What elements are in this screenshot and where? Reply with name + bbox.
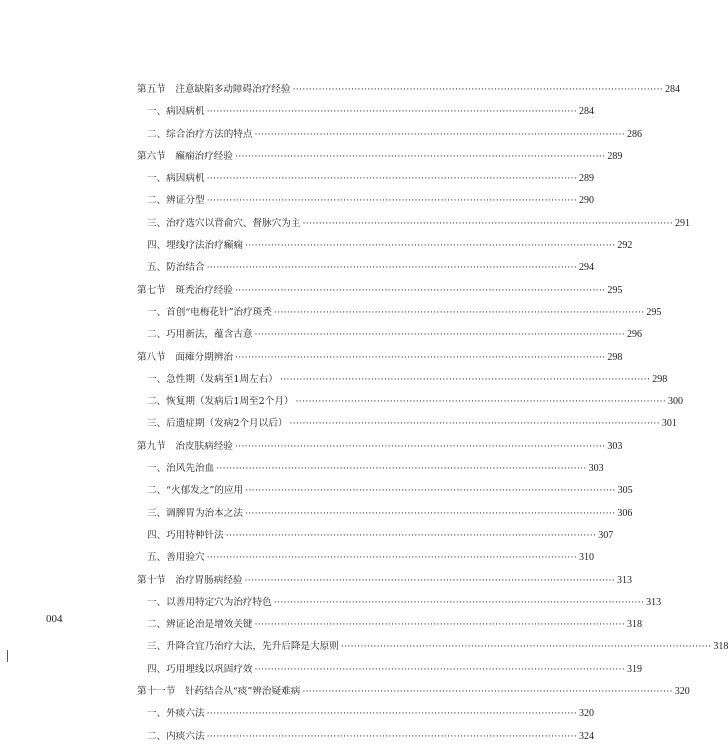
- toc-page-number: 301: [661, 418, 677, 430]
- dot-leader: [207, 703, 577, 725]
- toc-entry-title: 第十节 治疗胃肠病经验: [137, 574, 243, 586]
- dot-leader: [245, 480, 615, 502]
- toc-entry-title: 一、治风先治血: [147, 463, 215, 475]
- dot-leader: [235, 146, 605, 168]
- toc-section-entry: [137, 146, 623, 168]
- toc-subsection-entry: [137, 659, 642, 681]
- dot-leader: [207, 257, 577, 279]
- toc-entry-title: 二、巧用新法，蕴含古意: [147, 329, 253, 341]
- toc-subsection-entry: [137, 257, 595, 279]
- toc-page-number: 298: [607, 351, 623, 363]
- dot-leader: [245, 503, 615, 525]
- toc-page-number: 303: [607, 440, 623, 452]
- toc-subsection-entry: [137, 235, 633, 257]
- dot-leader: [216, 458, 586, 480]
- toc-subsection-entry: [137, 614, 642, 636]
- toc-subsection-entry: [137, 703, 595, 725]
- toc-entry-title: 二、辨证论治是增效关键: [147, 619, 253, 631]
- toc-page-number: 324: [579, 730, 595, 742]
- toc-entry-title: 第五节 注意缺陷多动障碍治疗经验: [137, 84, 291, 95]
- dot-leader: [296, 391, 666, 413]
- toc-page-number: 291: [674, 217, 690, 229]
- toc-entry-title: 一、病因病机: [147, 106, 205, 118]
- toc-subsection-entry: [137, 726, 595, 748]
- toc-entry-title: 五、善用验穴: [147, 552, 205, 564]
- dot-leader: [235, 436, 605, 458]
- toc-page-number: 313: [616, 574, 632, 586]
- toc-entry-title: 四、巧用特种针法: [147, 529, 224, 541]
- toc-page-number: 307: [598, 529, 614, 541]
- toc-section-entry: [137, 79, 680, 101]
- toc-section-entry: [137, 280, 623, 302]
- dot-leader: [207, 101, 577, 123]
- toc-entry-title: 第九节 治皮肤病经验: [137, 440, 233, 452]
- toc-page-number: 295: [607, 284, 623, 296]
- dot-leader: [245, 570, 615, 592]
- toc-page-number: 319: [626, 663, 642, 675]
- toc-page-number: 296: [626, 329, 642, 341]
- toc-entry-title: 一、以善用特定穴为治疗特色: [147, 596, 272, 608]
- toc-entry-title: 一、首创“电梅花针”治疗斑秃: [147, 306, 272, 318]
- toc-entry-title: 二、内痰六法: [147, 730, 205, 742]
- toc-page-number: 295: [646, 306, 662, 318]
- toc-subsection-entry: [137, 369, 668, 391]
- toc-page-number: 290: [579, 195, 595, 207]
- toc-entry-title: 一、病因病机: [147, 173, 205, 185]
- dot-leader: [341, 636, 711, 658]
- toc-subsection-entry: [137, 503, 633, 525]
- toc-entry-title: 第十一节 针药结合从“痰”辨治疑难病: [137, 686, 301, 698]
- toc-entry-title: 一、外痰六法: [147, 708, 205, 720]
- toc-page-number: 306: [617, 507, 633, 519]
- dot-leader: [207, 168, 577, 190]
- dot-leader: [274, 302, 644, 324]
- toc-entry-title: 三、后遗症期（发病2个月以后）: [147, 418, 288, 430]
- dot-leader: [303, 213, 673, 235]
- toc-entry-title: 四、埋线疗法治疗癫痫: [147, 240, 243, 252]
- toc-section-entry: [137, 570, 632, 592]
- toc-page-number: 318: [626, 619, 642, 631]
- toc-subsection-entry: [137, 168, 595, 190]
- toc-entry-title: 二、辨证分型: [147, 195, 205, 207]
- toc-page-number: 284: [664, 84, 680, 95]
- toc-page-number: 300: [667, 396, 683, 408]
- toc-page-number: 294: [579, 262, 595, 274]
- toc-subsection-entry: [137, 458, 604, 480]
- toc-page-number: 303: [588, 463, 604, 475]
- toc-section-entry: [137, 347, 623, 369]
- dot-leader: [302, 681, 672, 703]
- dot-leader: [289, 413, 659, 435]
- toc-page-number: 305: [617, 485, 633, 497]
- toc-section-entry: [137, 681, 690, 703]
- toc-entry-title: 三、调脾胃为治本之法: [147, 507, 243, 519]
- toc-subsection-entry: [137, 124, 642, 146]
- dot-leader: [255, 659, 625, 681]
- dot-leader: [255, 614, 625, 636]
- toc-subsection-entry: [137, 391, 683, 413]
- toc-page-number: 318: [713, 641, 728, 653]
- toc-page-number: 289: [607, 150, 623, 162]
- page-number: 004: [46, 613, 63, 625]
- toc-entry-title: 四、巧用埋线以巩固疗效: [147, 663, 253, 675]
- toc-entry-title: 三、治疗选穴以背俞穴、督脉穴为主: [147, 217, 301, 229]
- dot-leader: [226, 525, 596, 547]
- toc-subsection-entry: [137, 190, 595, 212]
- dot-leader: [235, 280, 605, 302]
- toc-page-number: 313: [646, 596, 662, 608]
- toc-subsection-entry: [137, 547, 595, 569]
- toc-subsection-entry: [137, 525, 614, 547]
- toc-subsection-entry: [137, 302, 662, 324]
- toc-subsection-entry: [137, 101, 595, 123]
- toc-subsection-entry: [137, 480, 633, 502]
- toc-entry-title: 一、急性期（发病至1周左右）: [147, 373, 278, 385]
- toc-page-number: 310: [579, 552, 595, 564]
- toc-entry-title: 二、恢复期（发病后1周至2个月）: [147, 396, 294, 408]
- toc-page-number: 284: [579, 106, 595, 118]
- toc-entry-title: 二、“火郁发之”的应用: [147, 485, 244, 497]
- dot-leader: [207, 547, 577, 569]
- dot-leader: [207, 726, 577, 748]
- toc-page-number: 320: [674, 686, 690, 698]
- toc-page-number: 298: [652, 373, 668, 385]
- toc-subsection-entry: [137, 324, 642, 346]
- table-of-contents: [137, 79, 728, 748]
- toc-page-number: 292: [617, 240, 633, 252]
- toc-entry-title: 三、升降合宜乃治疗大法，先升后降是大原则: [147, 641, 339, 653]
- dot-leader: [207, 190, 577, 212]
- toc-page-number: 289: [579, 173, 595, 185]
- corner-crop-mark: [0, 650, 8, 662]
- toc-entry-title: 第七节 斑秃治疗经验: [137, 284, 233, 296]
- toc-subsection-entry: [137, 413, 677, 435]
- dot-leader: [245, 235, 615, 257]
- toc-page-number: 320: [579, 708, 595, 720]
- dot-leader: [274, 592, 644, 614]
- toc-entry-title: 五、防治结合: [147, 262, 205, 274]
- toc-entry-title: 第八节 面瘫分期辨治: [137, 351, 233, 363]
- dot-leader: [280, 369, 650, 391]
- dot-leader: [255, 124, 625, 146]
- toc-entry-title: 二、综合治疗方法的特点: [147, 128, 253, 140]
- toc-entry-title: 第六节 癫痫治疗经验: [137, 150, 233, 162]
- toc-section-entry: [137, 436, 623, 458]
- dot-leader: [255, 324, 625, 346]
- toc-subsection-entry: [137, 636, 728, 658]
- toc-subsection-entry: [137, 213, 690, 235]
- dot-leader: [235, 347, 605, 369]
- toc-subsection-entry: [137, 592, 662, 614]
- dot-leader: [293, 79, 663, 101]
- toc-page-number: 286: [626, 128, 642, 140]
